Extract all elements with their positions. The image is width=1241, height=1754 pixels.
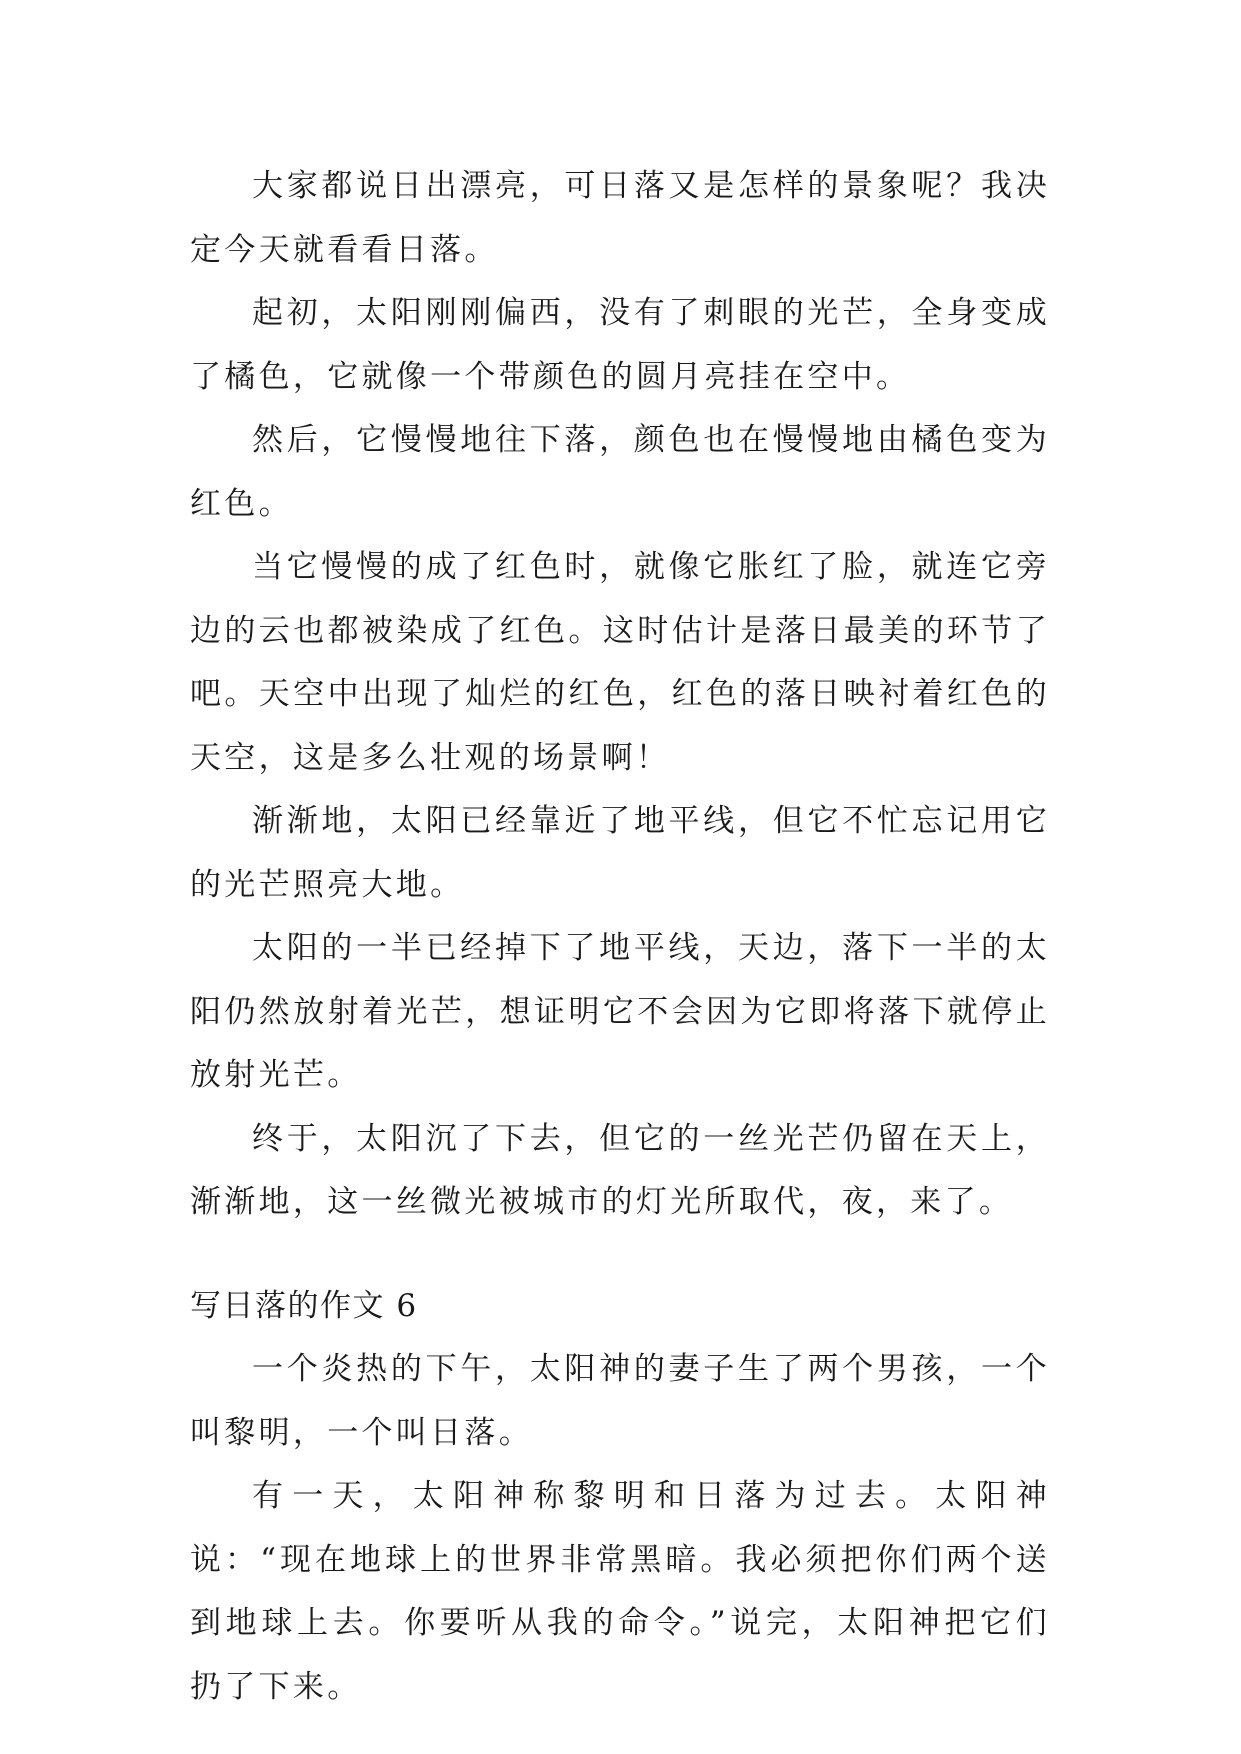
paragraph: 大家都说日出漂亮，可日落又是怎样的景象呢？我决定今天就看看日落。 xyxy=(190,168,1050,268)
paragraph: 一个炎热的下午，太阳神的妻子生了两个男孩，一个叫黎明，一个叫日落。 xyxy=(190,1351,1050,1451)
section-heading: 写日落的作文 6 xyxy=(190,1287,418,1324)
paragraph: 太阳的一半已经掉下了地平线，天边，落下一半的太阳仍然放射着光芒，想证明它不会因为它即将落下就停止放射光芒。 xyxy=(190,930,1050,1093)
paragraph: 有一天，太阳神称黎明和日落为过去。太阳神说：“现在地球上的世界非常黑暗。我必须把你们两个送到地球上去。你要听从我的命令。”说完，太阳神把它们扔了下来。 xyxy=(190,1478,1050,1705)
paragraph: 当它慢慢的成了红色时，就像它胀红了脸，就连它旁边的云也都被染成了红色。这时估计是落日最美的环节了吧。天空中出现了灿烂的红色，红色的落日映衬着红色的天空，这是多么壮观的场景啊！ xyxy=(190,549,1050,776)
paragraph: 起初，太阳刚刚偏西，没有了刺眼的光芒，全身变成了橘色，它就像一个带颜色的圆月亮挂在空中。 xyxy=(190,295,1050,395)
paragraph: 然后，它慢慢地往下落，颜色也在慢慢地由橘色变为红色。 xyxy=(190,422,1050,522)
document-body xyxy=(190,155,1050,1719)
paragraph: 渐渐地，太阳已经靠近了地平线，但它不忙忘记用它的光芒照亮大地。 xyxy=(190,803,1050,903)
paragraph: 终于，太阳沉了下去，但它的一丝光芒仍留在天上，渐渐地，这一丝微光被城市的灯光所取代，夜，来了。 xyxy=(190,1120,1050,1220)
